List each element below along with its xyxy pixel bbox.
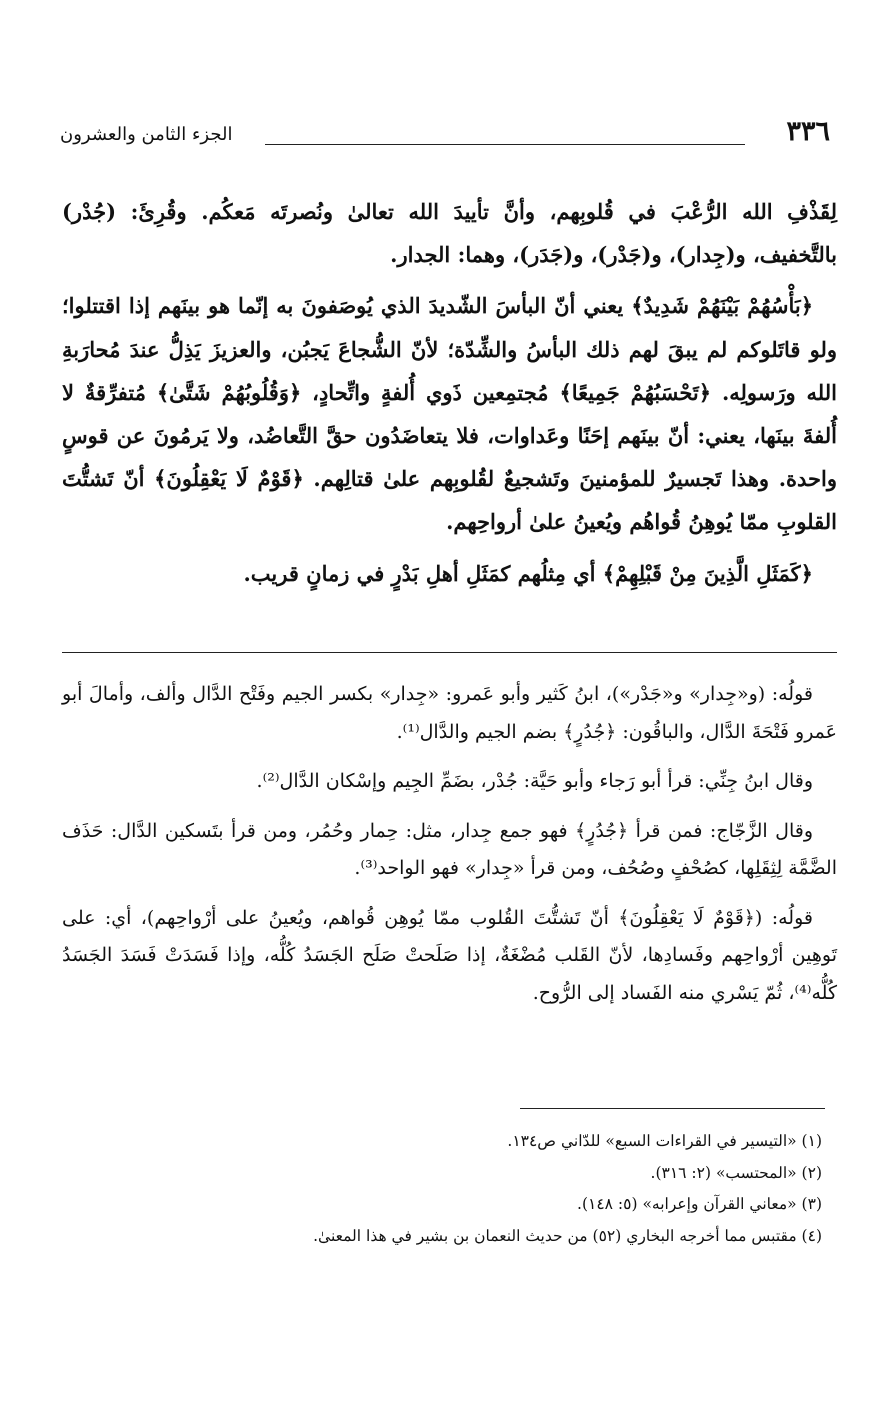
commentary-paragraph-2: وقال ابنُ جِنِّي: قرأ أبو رَجاء وأبو حَيَّة: جُدْر، بضَمِّ الجِيم وإسْكان الدَّال⁽²⁾. [256,770,813,792]
footnote-3: (٣) «معاني القرآن وإعرابه» (٥: ١٤٨). [577,1195,822,1213]
commentary-paragraph-1: قولُه: (و«جِدار» و«جَدْر»)، ابنُ كَثير وأبو عَمرو: «جِدار» بكسر الجيم وفَتْح الدَّال وألف، وأمالَ أبو عَمرو فَتْحَةَ الدَّال، والباقُون: ﴿جُدُرٍ﴾ بضم الجيم والدَّال⁽¹⁾. [62,683,837,743]
footnote-rule [520,1108,825,1109]
page-header [60,110,830,160]
main-paragraph-3: ﴿كَمَثَلِ الَّذِينَ مِنْ قَبْلِهِمْ﴾ أي مِثلُهم كمَثَلِ أهلِ بَدْرٍ في زمانٍ قريب. [243,560,813,586]
commentary-text [62,676,837,1012]
footnote-2: (٢) «المحتسب» (٢: ٣١٦). [650,1163,822,1182]
footnote-4: (٤) مقتبس مما أخرجه البخاري (٥٢) من حديث النعمان بن بشير في هذا المعنىٰ. [313,1226,822,1245]
main-text [62,190,837,595]
footnote-1: (١) «التيسير في القراءات السبع» للدّاني ص١٣٤. [507,1132,822,1150]
commentary-paragraph-4: قولُه: (﴿قَوْمٌ لَا يَعْقِلُونَ﴾ أنّ تَشتُّتَ القُلوب ممّا يُوهِن قُواهم، ويُعينُ على أرْواحِهم)، أي: على تَوهِين أرْواحِهم وفَسادِها، لأنّ القَلب مُضْغَةٌ، إذا صَلَحتْ صَلَح الجَسَدُ كُلُّه، وإذا فَسَدَتْ فَسَدَ الجَسَدُ كُلُّه⁽⁴⁾، ثُمّ يَسْري منه الفَساد إلى الرُّوح. [62,906,837,1004]
header-rule [265,144,745,145]
footnotes [62,1126,822,1252]
volume-title: الجزء الثامن والعشرون [60,124,233,145]
main-paragraph-2: ﴿بَأْسُهُمْ بَيْنَهُمْ شَدِيدٌ﴾ يعني أنّ البأسَ الشّديدَ الذي يُوصَفونَ به إنّما هو بينَهم إذا اقتتلوا؛ ولو قاتَلوكم لم يبقَ لهم ذلك البأسُ والشِّدّة؛ لأنّ الشُّجاعَ يَجبُن، والعزيزَ يَذِلُّ عندَ مُحارَبةِ الله ورَسولِه. ﴿تَحْسَبُهُمْ جَمِيعًا﴾ مُجتمِعين ذَوي أُلفةٍ واتِّحادٍ، ﴿وَقُلُوبُهُمْ شَتَّىٰ﴾ مُتفرِّقةٌ لا أُلفةَ بينَها، يعني: أنّ بينَهم إحَنًا وعَداوات، فلا يتعاضَدُون حقَّ التَّعاضُد، ولا يَرمُونَ عن قوسٍ واحدة. وهذا تَجسيرٌ للمؤمنينَ وتَشجيعٌ لقُلوبِهم علىٰ قتالِهم. ﴿قَوْمٌ لَا يَعْقِلُونَ﴾ أنّ تَشتُّتَ القلوبِ ممّا يُوهِنُ قُواهُم ويُعينُ علىٰ أرواحِهم. [62,293,837,535]
page-number: ٣٣٦ [786,116,830,147]
section-separator [62,652,837,653]
main-paragraph-1: لِقَذْفِ الله الرُّعْبَ في قُلوبِهم، وأنَّ تأييدَ الله تعالىٰ ونُصرتَه مَعكُم. وقُرِئَ: (جُدْر) بالتَّخفيف، و(جِدار)، و(جَدْر)، و(جَدَر)، وهما: الجدار. [62,199,837,268]
commentary-paragraph-3: وقال الزَّجّاج: فمن قرأ ﴿جُدُرٍ﴾ فهو جمع جِدار، مثل: حِمار وحُمُر، ومن قرأ بتَسكين الدَّال: حَذَف الضَّمَّة لِثِقَلِها، كصُحْفٍ وصُحُف، ومن قرأ «جِدار» فهو الواحد⁽³⁾. [62,819,837,879]
